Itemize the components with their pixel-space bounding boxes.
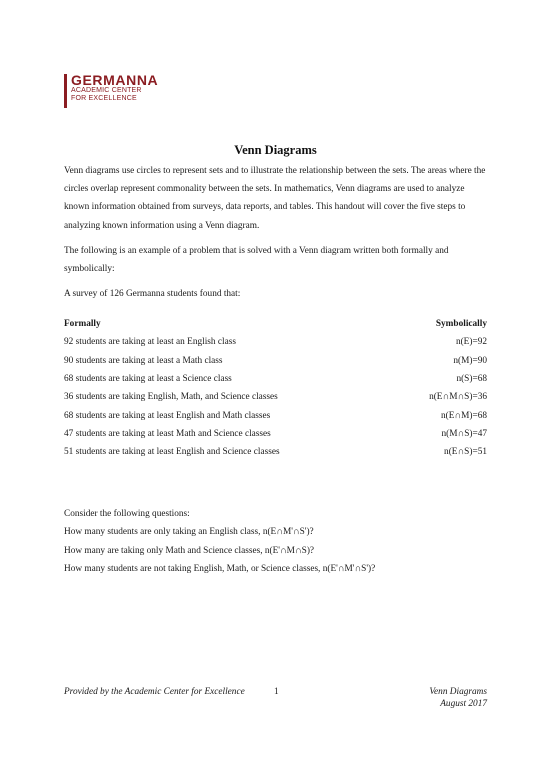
footer-page-number: 1 <box>274 687 279 697</box>
symbolic-text: n(E∩M)=68 <box>440 410 487 421</box>
symbolic-text: n(E)=92 <box>455 337 487 348</box>
logo-text <box>71 73 158 108</box>
symbolic-text: n(M∩S)=47 <box>441 428 487 439</box>
question-3: How many students are not taking English, Math, or Science classes, n(E'∩M'∩S')? <box>64 564 376 575</box>
table-row <box>64 425 487 443</box>
logo-subtitle-line2: FOR EXCELLENCE <box>71 95 137 102</box>
symbolic-text: n(E∩M∩S)=36 <box>429 392 487 403</box>
symbolic-text: n(S)=68 <box>456 374 487 385</box>
example-intro-paragraph: The following is an example of a problem that is solved with a Venn diagram written both formally and symbolically: <box>64 245 449 275</box>
table-row <box>64 443 487 461</box>
symbolic-text: n(M)=90 <box>453 355 487 366</box>
header-symbolically: Symbolically <box>435 319 487 330</box>
document-body <box>64 143 487 579</box>
logo-subtitle-line1: ACADEMIC CENTER <box>71 87 142 94</box>
intro-paragraph: Venn diagrams use circles to represent sets and to illustrate the relationship between the sets. The areas where the circles overlap represent commonality between the sets. In mathematics, Venn diagrams are used to analyze known information obtained from surveys, data reports, and tables. This handout will cover the five steps to analyzing known information using a Venn diagram. <box>64 166 486 231</box>
questions-intro: Consider the following questions: <box>64 508 190 519</box>
logo-bar <box>64 74 67 108</box>
formal-text: 47 students are taking at least Math and Science classes <box>64 428 271 439</box>
header-formally: Formally <box>64 319 101 330</box>
germanna-logo <box>64 73 158 108</box>
footer-provider: Provided by the Academic Center for Excellence <box>64 687 245 697</box>
survey-sentence: A survey of 126 Germanna students found that: <box>64 289 241 300</box>
formal-text: 90 students are taking at least a Math class <box>64 355 223 366</box>
footer-doc-date: August 2017 <box>440 699 487 709</box>
question-2: How many are taking only Math and Science classes, n(E'∩M∩S)? <box>64 545 315 556</box>
data-table <box>64 333 487 461</box>
table-row <box>64 370 487 388</box>
table-row <box>64 388 487 406</box>
question-1: How many students are only taking an English class, n(E∩M'∩S')? <box>64 527 314 538</box>
formal-text: 68 students are taking at least English and Math classes <box>64 410 271 421</box>
table-row <box>64 333 487 351</box>
symbolic-text: n(E∩S)=51 <box>444 447 487 458</box>
page-title: Venn Diagrams <box>234 143 317 157</box>
formal-text: 68 students are taking at least a Science class <box>64 374 232 385</box>
footer-doc-title: Venn Diagrams <box>429 687 487 697</box>
formal-text: 92 students are taking at least an English class <box>64 337 236 348</box>
questions-section <box>64 505 487 579</box>
footer-doc-info <box>429 686 487 710</box>
table-row <box>64 352 487 370</box>
formal-text: 36 students are taking English, Math, and Science classes <box>64 392 278 403</box>
table-row <box>64 407 487 425</box>
logo-name: GERMANNA <box>71 72 159 88</box>
formal-text: 51 students are taking at least English and Science classes <box>64 447 280 458</box>
table-header <box>64 315 487 333</box>
